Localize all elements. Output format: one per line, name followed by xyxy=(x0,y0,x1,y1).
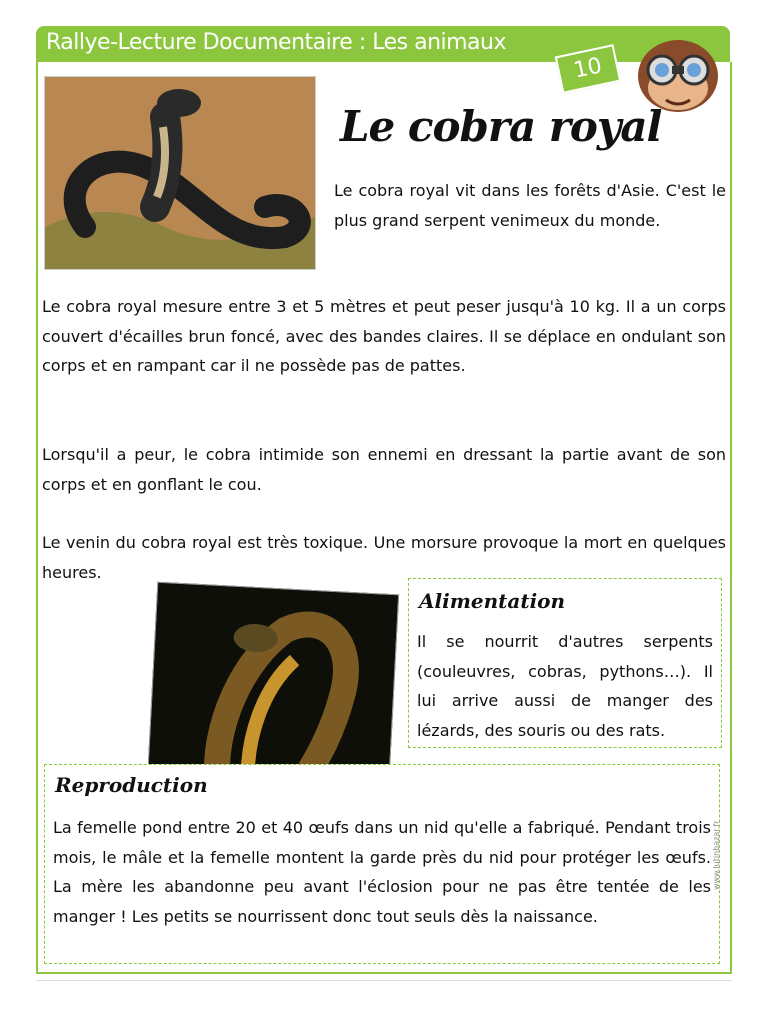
alimentation-box xyxy=(408,578,722,748)
paragraph-defense: Lorsqu'il a peur, le cobra intimide son ennemi en dressant la partie avant de son corps et en gonflant le cou. xyxy=(42,445,726,494)
cobra-photo-ground xyxy=(44,76,316,270)
alimentation-title: Alimentation xyxy=(419,589,566,613)
footer-divider xyxy=(36,980,732,981)
header-title: Rallye-Lecture Documentaire : Les animaux xyxy=(46,30,506,55)
watermark: www.lutinbazar.fr xyxy=(712,820,721,890)
reproduction-text: La femelle pond entre 20 et 40 œufs dans un nid qu'elle a fabriqué. Pendant trois mois, le mâle et la femelle montent la garde près du nid pour protéger les œufs. La mère les abandonne peu avant l'éclosion pour ne pas être tentée de les manger ! Les petits se nourrissent donc tout seuls dès la naissance. xyxy=(53,818,711,926)
card-number-badge: 10 xyxy=(555,44,622,94)
intro-paragraph: Le cobra royal vit dans les forêts d'Asie. C'est le plus grand serpent venimeux du monde. xyxy=(334,181,726,230)
reproduction-title: Reproduction xyxy=(55,773,208,797)
header-bar xyxy=(36,26,730,62)
paragraph-description: Le cobra royal mesure entre 3 et 5 mètres et peut peser jusqu'à 10 kg. Il a un corps couvert d'écailles brun foncé, avec des bandes claires. Il se déplace en ondulant son corps et en rampant car il ne possède pas de pattes. xyxy=(42,297,726,375)
reproduction-box xyxy=(44,764,720,964)
alimentation-text: Il se nourrit d'autres serpents (couleuvres, cobras, pythons…). Il lui arrive aussi de manger des lézards, des souris ou des rats. xyxy=(417,632,713,740)
paragraph-venom: Le venin du cobra royal est très toxique. Une morsure provoque la mort en quelques heures. xyxy=(42,533,726,582)
page-title: Le cobra royal xyxy=(340,102,662,151)
